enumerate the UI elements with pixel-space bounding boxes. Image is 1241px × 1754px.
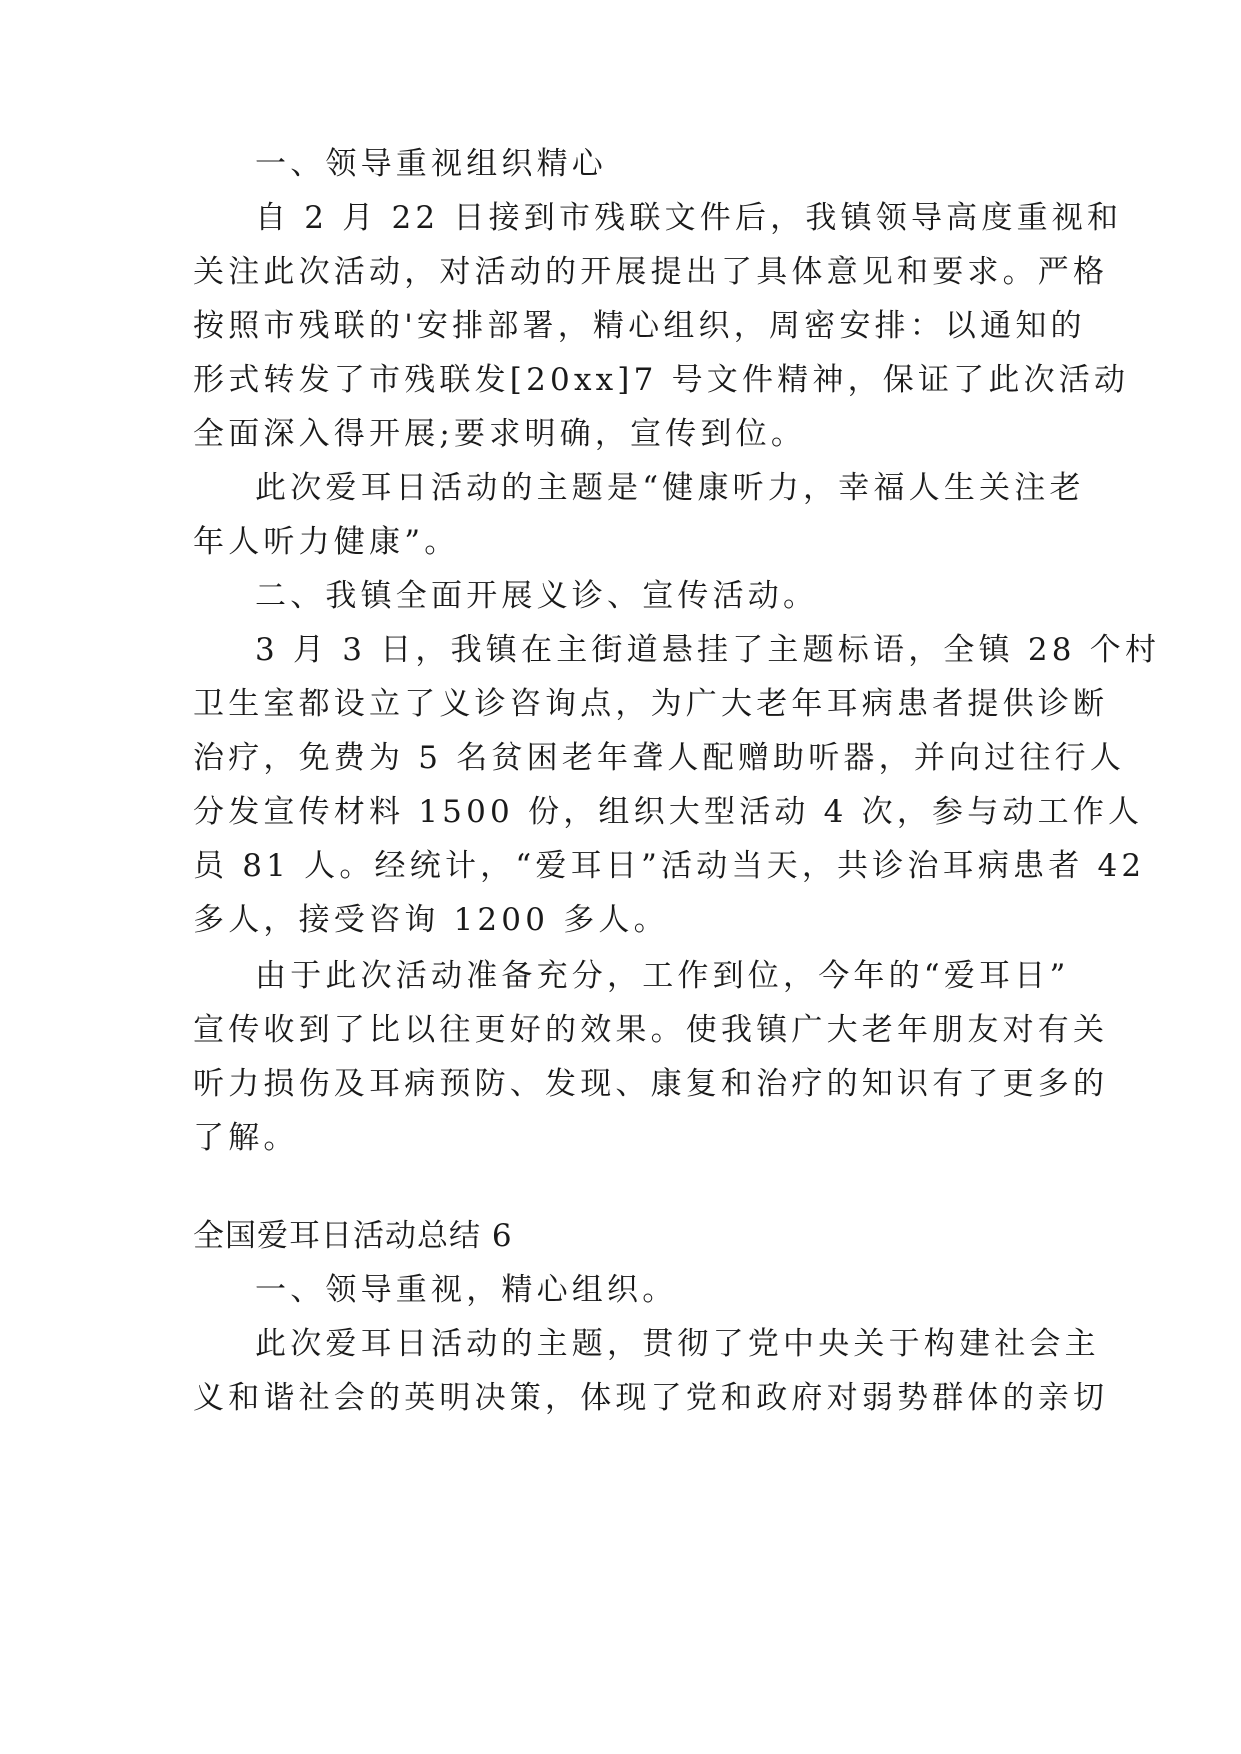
- section-heading-2: 二、我镇全面开展义诊、宣传活动。: [255, 578, 819, 614]
- paragraph-line: 听力损伤及耳病预防、发现、康复和治疗的知识有了更多的: [193, 1066, 1109, 1102]
- paragraph-line: 此次爱耳日活动的主题，贯彻了党中央关于构建社会主: [255, 1326, 1100, 1362]
- paragraph-line: 义和谐社会的英明决策，体现了党和政府对弱势群体的亲切: [193, 1380, 1109, 1416]
- paragraph-line: 3 月 3 日，我镇在主街道悬挂了主题标语，全镇 28 个村: [255, 632, 1161, 668]
- paragraph-line: 年人听力健康”。: [193, 524, 460, 560]
- section-heading-3: 一、领导重视，精心组织。: [255, 1272, 678, 1308]
- paragraph-line: 员 81 人。经统计，“爱耳日”活动当天，共诊治耳病患者 42: [193, 848, 1146, 884]
- paragraph-line: 治疗，免费为 5 名贫困老年聋人配赠助听器，并向过往行人: [193, 740, 1126, 776]
- paragraph-line: 自 2 月 22 日接到市残联文件后，我镇领导高度重视和: [255, 200, 1123, 236]
- paragraph-line: 形式转发了市残联发[20xx]7 号文件精神，保证了此次活动: [193, 362, 1130, 398]
- paragraph-line: 宣传收到了比以往更好的效果。使我镇广大老年朋友对有关: [193, 1012, 1109, 1048]
- paragraph-line: 此次爱耳日活动的主题是“健康听力，幸福人生关注老: [255, 470, 1085, 506]
- paragraph-line: 卫生室都设立了义诊咨询点，为广大老年耳病患者提供诊断: [193, 686, 1109, 722]
- paragraph-line: 按照市残联的'安排部署，精心组织，周密安排：以通知的: [193, 308, 1086, 344]
- paragraph-line: 由于此次活动准备充分，工作到位，今年的“爱耳日”: [255, 958, 1070, 994]
- paragraph-line: 全面深入得开展;要求明确，宣传到位。: [193, 416, 807, 452]
- paragraph-line: 分发宣传材料 1500 份，组织大型活动 4 次，参与动工作人: [193, 794, 1144, 830]
- document-title: 全国爱耳日活动总结 6: [193, 1218, 513, 1254]
- paragraph-line: 多人，接受咨询 1200 多人。: [193, 902, 669, 938]
- paragraph-line: 关注此次活动，对活动的开展提出了具体意见和要求。严格: [193, 254, 1109, 290]
- section-heading-1: 一、领导重视组织精心: [255, 146, 607, 182]
- paragraph-line: 了解。: [193, 1120, 299, 1156]
